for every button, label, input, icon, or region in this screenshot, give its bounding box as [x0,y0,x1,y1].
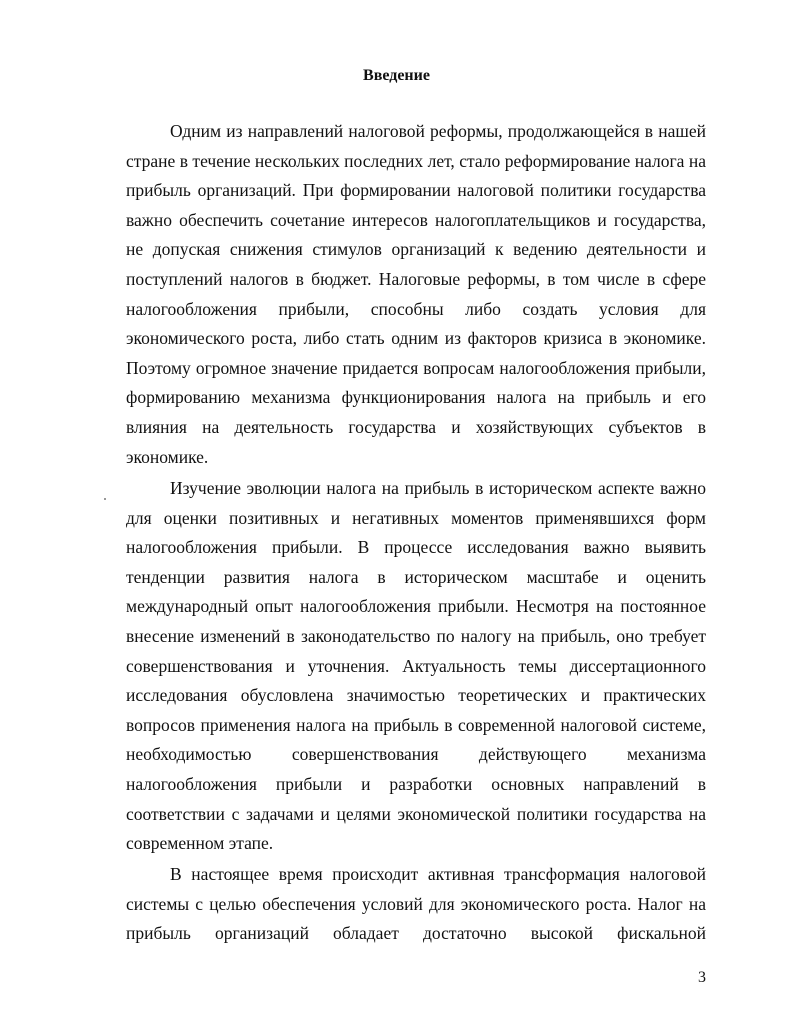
text-line: формированию механизма функционирования налога на прибыль и его [126,387,706,408]
text-line: экономического роста, либо стать одним из факторов кризиса в экономике. [126,328,706,349]
text-line: прибыль организаций обладает достаточно высокой фискальной [126,923,706,944]
text-line: Одним из направлений налоговой реформы, продолжающейся в нашей [170,121,706,141]
paragraph-3 [126,860,706,949]
paragraph-2 [126,474,706,859]
text-line: для оценки позитивных и негативных моментов применявшихся форм [126,507,706,528]
text-line: совершенствования и уточнения. Актуальность темы диссертационного [126,655,706,676]
text-line: тенденции развития налога в историческом масштабе и оценить [126,566,706,587]
text-line: налогообложения прибыли. В процессе исследования важно выявить [126,537,706,558]
scan-speck [104,498,106,500]
text-line: системы с целью обеспечения условий для экономического роста. Налог на [126,893,706,914]
text-line: налогообложения прибыли, способны либо создать условия для [126,298,706,319]
text-line: не допуская снижения стимулов организаций к ведению деятельности и [126,239,706,260]
text-line: В настоящее время происходит активная трансформация налоговой [170,864,706,884]
text-line: современном этапе. [126,833,274,854]
page-number: 3 [698,969,706,986]
text-line: экономике. [126,446,209,467]
text-line: важно обеспечить сочетание интересов налогоплательщиков и государства, [126,209,706,230]
text-line: прибыль организаций. При формировании налоговой политики государства [126,180,706,201]
paragraph-1 [126,117,706,472]
text-line: влияния на деятельность государства и хозяйствующих субъектов в [126,416,706,437]
text-line: Поэтому огромное значение придается вопросам налогообложения прибыли, [126,357,706,378]
text-line: поступлений налогов в бюджет. Налоговые реформы, в том числе в сфере [126,268,706,289]
text-line: необходимостью совершенствования действующего механизма [126,744,706,765]
text-line: внесение изменений в законодательство по налогу на прибыль, оно требует [126,625,706,646]
text-line: соответствии с задачами и целями экономической политики государства на [126,803,706,824]
text-line: Изучение эволюции налога на прибыль в историческом аспекте важно [170,478,706,498]
text-line: исследования обусловлена значимостью теоретических и практических [126,685,706,706]
text-line: вопросов применения налога на прибыль в современной налоговой системе, [126,714,706,735]
text-line: международный опыт налогообложения прибыли. Несмотря на постоянное [126,596,706,617]
text-line: стране в течение нескольких последних лет, стало реформирование налога на [126,150,706,171]
text-line: налогообложения прибыли и разработки основных направлений в [126,773,706,794]
page-title: Введение [363,67,430,84]
